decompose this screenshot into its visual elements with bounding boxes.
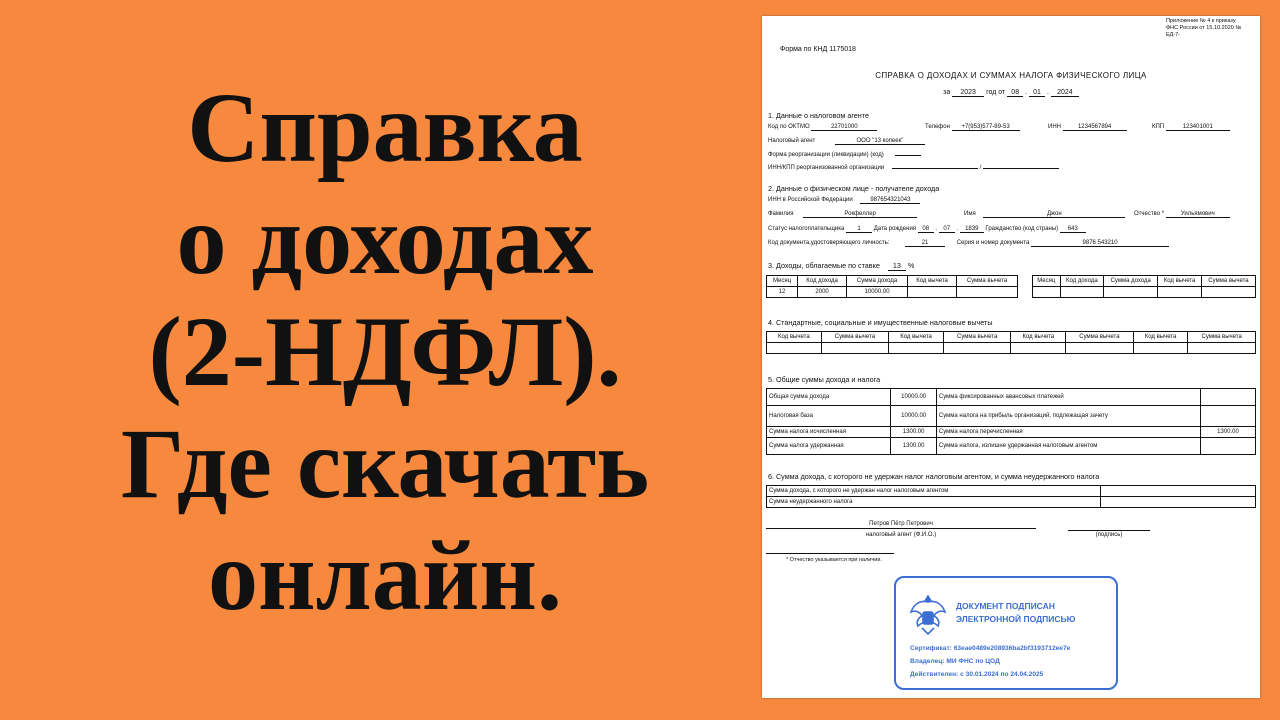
deductions-table — [766, 331, 1256, 354]
period-god-ot: год от — [986, 89, 1006, 96]
deduction-header-sum: Сумма вычета — [943, 332, 1011, 343]
knd-form-code: Форма по КНД 1175018 — [780, 46, 856, 53]
income-deduction-code — [907, 287, 956, 298]
section-1-title: 1. Данные о налоговом агенте — [768, 111, 869, 120]
deduction-header-code: Код вычета — [767, 332, 822, 343]
income-header-code: Код дохода — [1060, 276, 1104, 287]
table-row — [767, 406, 1256, 427]
id-doc-label: Код документа,удостоверяющего личность: — [768, 240, 890, 246]
table-row — [767, 276, 1018, 287]
agent-value: ООО "13 копеек" — [835, 138, 925, 145]
series-label: Серия и номер документа — [956, 240, 1030, 246]
headline-line-3: (2-НДФЛ). — [148, 296, 622, 407]
income-sum: 10000.00 — [847, 287, 908, 298]
signatory-name: Петров Пётр Петрович — [766, 521, 1036, 529]
phone-row — [925, 124, 1020, 131]
tax-rate-percent: % — [907, 261, 915, 270]
unwithheld-income-value — [1101, 486, 1256, 497]
stamp-validity: Действителен: с 30.01.2024 по 24.04.2025 — [910, 671, 1044, 678]
agent-inn-value: 1234567894 — [1063, 124, 1127, 131]
name-value: Джон — [983, 211, 1125, 218]
person-inn-label: ИНН в Российской Федерации — [768, 197, 853, 203]
oktmo-row — [768, 124, 877, 131]
section-4-title: 4. Стандартные, социальные и имущественные налоговые вычеты — [768, 318, 993, 327]
tax-transferred-value: 1300.00 — [1201, 427, 1256, 438]
ndfl-certificate-document — [762, 16, 1260, 698]
signature-line — [1068, 530, 1150, 531]
table-row — [767, 438, 1256, 455]
table-row — [1033, 287, 1256, 298]
innkpp-slash: / — [979, 165, 982, 171]
period-za: за — [943, 89, 951, 96]
profit-tax-value — [1201, 406, 1256, 427]
income-table-right — [1032, 275, 1256, 298]
e-signature-stamp — [894, 576, 1118, 690]
signatory-caption: налоговый агент (Ф.И.О.) — [865, 532, 937, 538]
status-row: Статус налогоплательщика 1 Дата рождения 08 . 07 . 1839 Гражданство (код страны) 643 — [768, 226, 1086, 233]
id-doc-value: 21 — [905, 240, 945, 247]
fixed-advance-value — [1201, 389, 1256, 406]
id-doc-row — [768, 240, 1169, 247]
stamp-owner: Владелец: МИ ФНС по ЦОД — [910, 658, 1000, 665]
phone-value: +7(953)577-89-53 — [952, 124, 1020, 131]
agent-inn-row — [1048, 124, 1127, 131]
total-income-value: 10000.00 — [891, 389, 937, 406]
income-deduction-sum — [957, 287, 1018, 298]
unwithheld-income-label: Сумма дохода, с которого не удержан налог налоговым агентом — [767, 486, 1101, 497]
profit-tax-label: Сумма налога на прибыль организаций, подлежащая зачету — [936, 406, 1200, 427]
dob-day: 08 — [918, 226, 934, 233]
innkpp-value-1 — [892, 168, 978, 169]
totals-table — [766, 388, 1256, 455]
footnote: * Отчество указывается при наличии. — [786, 557, 882, 563]
section-5-title: 5. Общие суммы дохода и налога — [768, 375, 881, 384]
agent-inn-label: ИНН — [1048, 124, 1061, 130]
income-header-deduction-sum: Сумма вычета — [957, 276, 1018, 287]
section-6-title: 6. Сумма дохода, с которого не удержан налог налоговым агентом, и сумма неудержанного налога — [768, 472, 1100, 481]
surname-label: Фамилия — [768, 211, 794, 217]
dob-label: Дата рождения — [873, 226, 917, 232]
dob-year: 1839 — [960, 226, 984, 233]
income-table-left — [766, 275, 1018, 298]
period-day: 08 — [1007, 89, 1023, 97]
stamp-certificate: Сертификат: 63eae0489e208936ba2bf3193712ee7e — [910, 645, 1071, 652]
innkpp-row — [768, 165, 1059, 171]
status-label: Статус налогоплательщика — [768, 226, 845, 232]
income-header-sum: Сумма дохода — [1104, 276, 1158, 287]
surname-value: Рокфеллер — [803, 211, 917, 218]
headline-line-5: онлайн. — [208, 520, 562, 631]
series-value: 9876 543210 — [1031, 240, 1169, 247]
tax-calculated-label: Сумма налога исчисленная — [767, 427, 891, 438]
deduction-header-code: Код вычета — [889, 332, 944, 343]
tax-base-label: Налоговая база — [767, 406, 891, 427]
oktmo-value: 22701000 — [811, 124, 877, 131]
person-inn-row — [768, 197, 920, 204]
signature-caption: (подпись) — [1095, 532, 1123, 538]
reorg-value — [895, 155, 921, 156]
tax-overwithheld-label: Сумма налога, излишне удержанная налоговым агентом — [936, 438, 1200, 455]
table-row — [767, 486, 1256, 497]
income-header-deduction-code: Код вычета — [1158, 276, 1202, 287]
income-header-code: Код дохода — [798, 276, 847, 287]
income-header-month: Месяц — [1033, 276, 1061, 287]
footnote-divider — [766, 553, 894, 554]
tax-withheld-label: Сумма налога удержанная — [767, 438, 891, 455]
surname-row — [768, 211, 917, 218]
table-row — [1033, 276, 1256, 287]
document-period: за 2023 год от 08 . 01 . 2024 — [762, 89, 1260, 97]
income-header-month: Месяц — [767, 276, 798, 287]
headline-line-1: Справка — [187, 72, 583, 183]
deduction-header-sum: Сумма вычета — [1188, 332, 1256, 343]
tax-transferred-label: Сумма налога перечисленная — [936, 427, 1200, 438]
patronymic-row — [1134, 211, 1230, 218]
table-row — [767, 389, 1256, 406]
headline-line-2: о доходах — [176, 184, 594, 295]
table-row — [767, 497, 1256, 508]
person-inn-value: 987654321043 — [860, 197, 920, 204]
tax-overwithheld-value — [1201, 438, 1256, 455]
appendix-note: Приложение № 4 к приказу ФНС России от 15.10.2020 № ЕД-7- — [1166, 18, 1242, 38]
section-2-title: 2. Данные о физическом лице - получателе дохода — [768, 184, 940, 193]
tax-base-value: 10000.00 — [891, 406, 937, 427]
agent-name-row — [768, 138, 925, 145]
coat-of-arms-icon — [908, 592, 948, 638]
tax-calculated-value: 1300.00 — [891, 427, 937, 438]
status-value: 1 — [846, 226, 872, 233]
citizenship-label: Гражданство (код страны) — [985, 226, 1059, 232]
agent-label: Налоговый агент — [768, 138, 816, 144]
phone-label: Телефон — [925, 124, 950, 130]
table-row — [767, 332, 1256, 343]
period-year: 2023 — [952, 89, 984, 97]
fixed-advance-label: Сумма фиксированных авансовых платежей — [936, 389, 1200, 406]
deduction-header-code: Код вычета — [1011, 332, 1066, 343]
section-3-title-text: 3. Доходы, облагаемые по ставке — [768, 261, 880, 270]
income-header-deduction-code: Код вычета — [907, 276, 956, 287]
name-row — [964, 211, 1125, 218]
tax-rate-value: 13 — [888, 261, 906, 271]
stamp-info — [910, 642, 1070, 681]
reorg-label: Форма реорганизации (ликвидации) (код) — [768, 152, 884, 158]
stamp-title-line-1: ДОКУМЕНТ ПОДПИСАН — [956, 601, 1055, 611]
deduction-header-code: Код вычета — [1133, 332, 1188, 343]
income-month: 12 — [767, 287, 798, 298]
kpp-value: 123401001 — [1166, 124, 1230, 131]
patronymic-label: Отчество * — [1134, 211, 1165, 217]
deduction-header-sum: Сумма вычета — [1066, 332, 1134, 343]
kpp-row — [1152, 124, 1230, 131]
income-header-deduction-sum: Сумма вычета — [1201, 276, 1255, 287]
name-label: Имя — [964, 211, 976, 217]
innkpp-label: ИНН/КПП реорганизованной организации — [768, 165, 885, 171]
kpp-label: КПП — [1152, 124, 1165, 130]
table-row — [767, 427, 1256, 438]
period-yr: 2024 — [1051, 89, 1079, 97]
unwithheld-tax-value — [1101, 497, 1256, 508]
section-3-title — [768, 261, 914, 271]
period-month: 01 — [1029, 89, 1045, 97]
stamp-title-line-2: ЭЛЕКТРОННОЙ ПОДПИСЬЮ — [956, 614, 1076, 624]
deduction-header-sum: Сумма вычета — [821, 332, 889, 343]
income-header-sum: Сумма дохода — [847, 276, 908, 287]
dob-month: 07 — [939, 226, 955, 233]
reorg-row — [768, 152, 921, 158]
tax-withheld-value: 1300.00 — [891, 438, 937, 455]
headline — [40, 72, 730, 632]
table-row — [767, 287, 1018, 298]
total-income-label: Общая сумма дохода — [767, 389, 891, 406]
innkpp-value-2 — [983, 168, 1059, 169]
unwithheld-tax-label: Сумма неудержанного налога — [767, 497, 1101, 508]
citizenship-value: 643 — [1060, 226, 1086, 233]
table-row — [767, 343, 1256, 354]
document-title: СПРАВКА О ДОХОДАХ И СУММАХ НАЛОГА ФИЗИЧЕСКОГО ЛИЦА — [875, 71, 1147, 80]
headline-line-4: Где скачать — [120, 408, 650, 519]
stamp-title — [956, 600, 1106, 626]
oktmo-label: Код по ОКТМО — [768, 124, 810, 130]
income-code: 2000 — [798, 287, 847, 298]
patronymic-value: Уильямович — [1166, 211, 1230, 218]
unwithheld-table — [766, 485, 1256, 508]
